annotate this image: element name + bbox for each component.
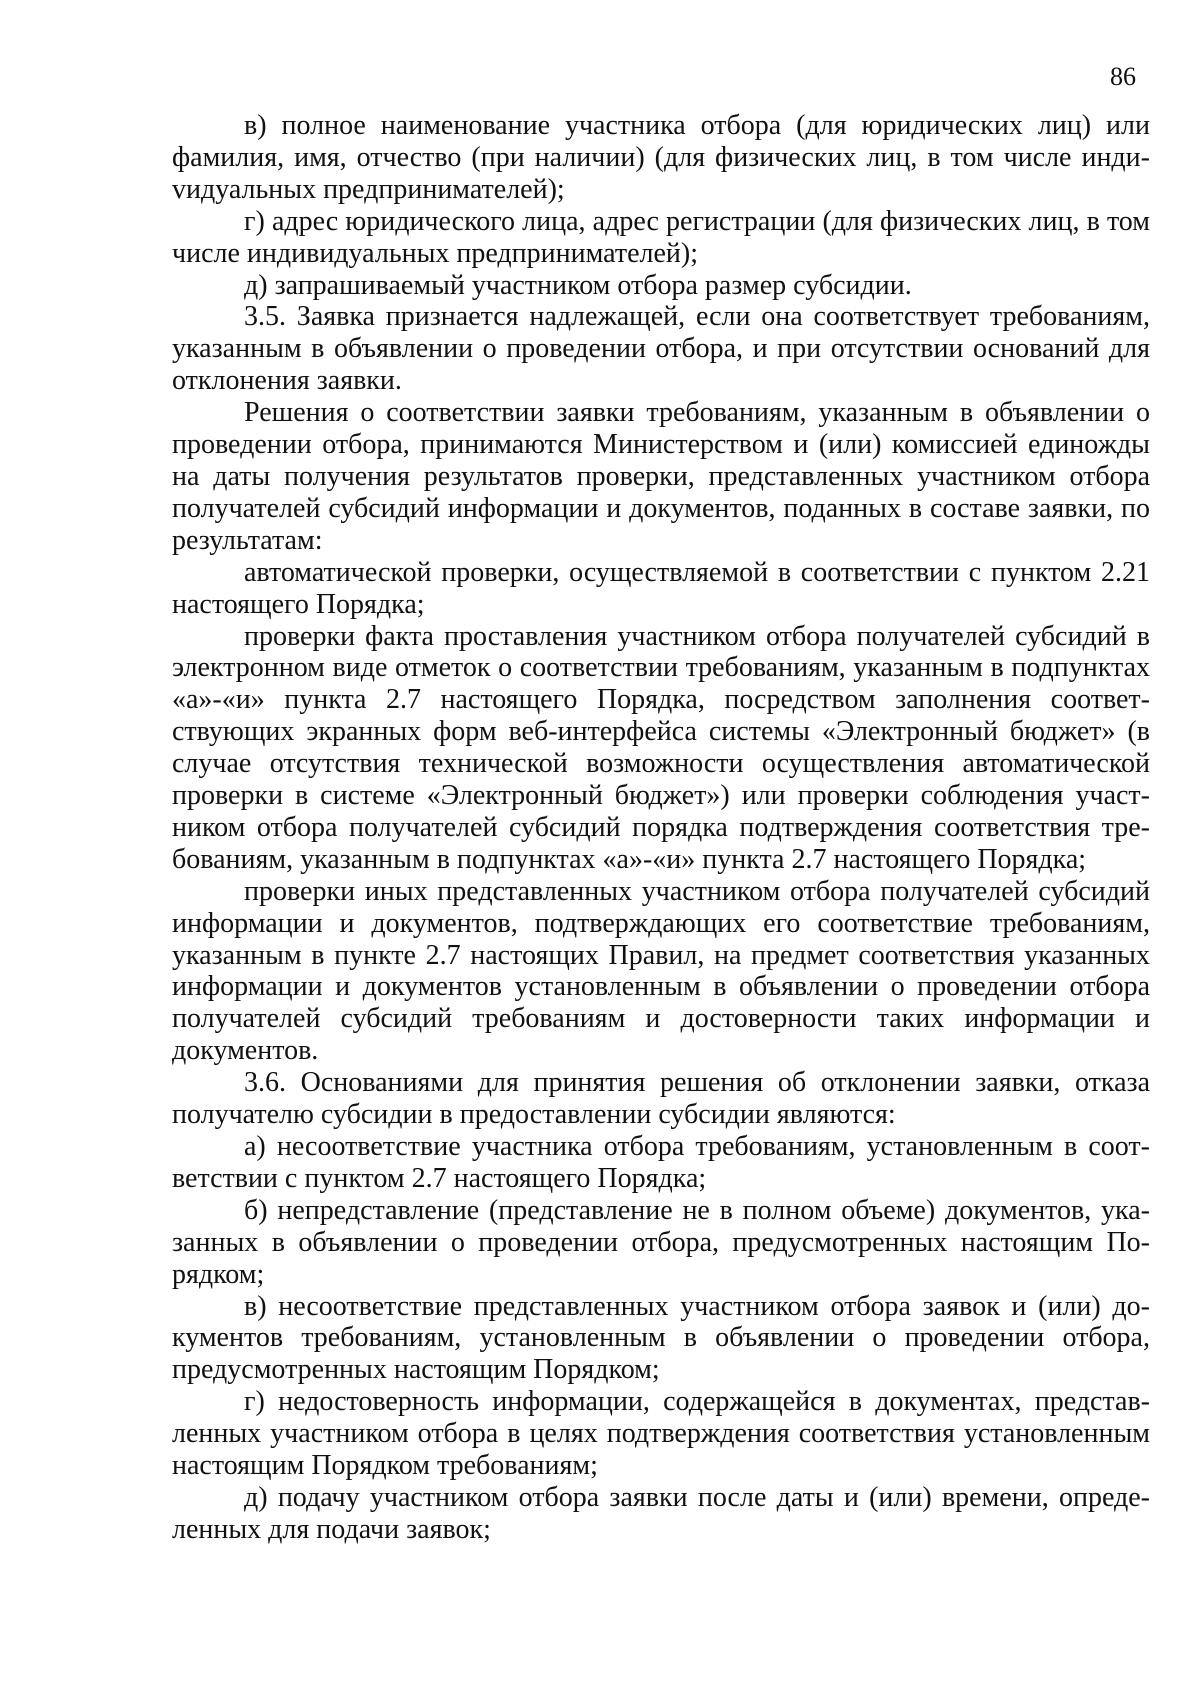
paragraph-marks-check: проверки факта проставления участником отбора получателей субсидий в электронном виде отметок о соответствии требованиям, указанным в подпунктах «а»-«и» пункта 2.7 настоящего Порядка, посредством заполнения соответствующих экранных форм веб-интерфейса системы «Электронный бюджет» (в случае отсутствия технической возможности осуществления автоматической проверки в системе «Электронный бюджет») или проверки соблюдения участником отбора получателей субсидий порядка подтверждения соответствия требованиям, указанным в подпунктах «а»-«и» пункта 2.7 настоящего Порядка; [172,620,1150,875]
paragraph-item-v-name: в) полное наименование участника отбора (для юридических лиц) или фамилия, имя, отчество (при наличии) (для физических лиц, в том числе индиvидуальных предпринимателей); [172,110,1150,205]
paragraph-decisions: Решения о соответствии заявки требованиям, указанным в объявлении о проведении отбора, принимаются Министерством и (или) комиссией единожды на даты получения результатов проверки, представленных участником отбора получателей субсидий информации и документов, поданных в составе заявки, по результатам: [172,397,1150,556]
paragraph-automatic-check: автоматической проверки, осуществляемой в соответствии с пунктом 2.21 настоящего Порядка; [172,556,1150,620]
page-number: 86 [1110,62,1136,91]
paragraph-3-5: 3.5. Заявка признается надлежащей, если она соответствует требованиям, указанным в объявлении о проведении отбора, и при отсутствии оснований для отклонения заявки. [172,301,1150,397]
document-body [172,110,1150,1546]
paragraph-item-b-nonsubmission: б) непредставление (представление не в полном объеме) документов, указанных в объявлении о проведении отбора, предусмотренных настоящим Порядком; [172,1194,1150,1290]
paragraph-item-a-noncompliance: а) несоответствие участника отбора требованиям, установленным в соответствии с пунктом 2.7 настоящего Порядка; [172,1131,1150,1194]
paragraph-item-v-nonconformity: в) несоответствие представленных участником отбора заявок и (или) документов требованиям, установленным в объявлении о проведении отбора, предусмотренных настоящим Порядком; [172,1290,1150,1386]
paragraph-item-d-subsidy-amount: д) запрашиваемый участником отбора размер субсидии. [244,269,912,301]
paragraph-other-documents-check: проверки иных представленных участником отбора получателей субсидий информации и документов, подтверждающих его соответствие требованиям, указанным в пункте 2.7 настоящих Правил, на предмет соответствия указанных информации и документов установленным в объявлении о проведении отбора получателей субсидий требованиям и достоверности таких информации и документов. [172,875,1150,1067]
paragraph-3-6: 3.6. Основаниями для принятия решения об отклонении заявки, отказа получателю субсидии в предоставлении субсидии являются: [172,1067,1150,1131]
paragraph-item-g-unreliability: г) недостоверность информации, содержащейся в документах, представленных участником отбора в целях подтверждения соответствия установленным настоящим Порядком требованиям; [172,1386,1150,1482]
paragraph-item-d-late-submission: д) подачу участником отбора заявки после даты и (или) времени, определенных для подачи заявок; [172,1481,1150,1545]
paragraph-item-g-address: г) адрес юридического лица, адрес регистрации (для физических лиц, в том числе индивидуальных предпринимателей); [172,205,1150,269]
